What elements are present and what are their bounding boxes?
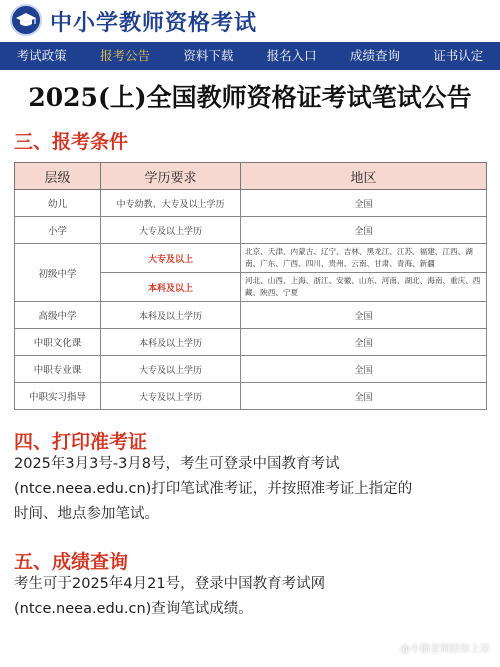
region-cell: 河北、山西、上海、浙江、安徽、山东、河南、湖北、海南、重庆、西藏、陕西、宁夏	[241, 273, 487, 302]
level-cell: 初级中学	[15, 244, 101, 302]
column-header: 地区	[241, 163, 487, 190]
nav-item-registration-entry[interactable]: 报名入口	[266, 48, 317, 63]
table-row	[15, 383, 487, 410]
nav-item-registration-notice[interactable]: 报考公告	[99, 48, 150, 63]
region-cell: 全国	[241, 190, 487, 217]
paragraph-line: 考生可于2025年4月21号，登录中国教育考试网	[14, 576, 326, 592]
graduation-cap-icon[interactable]	[10, 4, 42, 36]
section-heading-score-query: 五、成绩查询	[14, 551, 129, 573]
section-heading-admission-ticket: 四、打印准考证	[14, 431, 148, 453]
table-row	[15, 329, 487, 356]
education-cell: 大专及以上学历	[101, 356, 241, 383]
requirements-table	[14, 162, 487, 410]
nav-item-certificate[interactable]: 证书认定	[433, 48, 484, 63]
education-cell: 大专及以上学历	[101, 383, 241, 410]
admission-ticket-paragraph	[14, 452, 490, 527]
nav-item-downloads[interactable]: 资料下载	[183, 48, 234, 63]
table-row	[15, 244, 487, 273]
table-row	[15, 190, 487, 217]
paragraph-line: 时间、地点参加笔试。	[14, 506, 159, 522]
section-heading-requirements: 三、报考条件	[14, 131, 129, 153]
level-cell: 幼儿	[15, 190, 101, 217]
education-cell: 大专及以上学历	[101, 217, 241, 244]
column-header: 学历要求	[101, 163, 241, 190]
page-title: 2025(上)全国教师资格证考试笔试公告	[28, 83, 472, 112]
paragraph-line: (ntce.neea.edu.cn)查询笔试成绩。	[14, 601, 253, 617]
table-row	[15, 217, 487, 244]
education-cell: 本科及以上学历	[101, 329, 241, 356]
level-cell: 中职实习指导	[15, 383, 101, 410]
score-query-paragraph	[14, 572, 490, 622]
paragraph-line: 2025年3月3号-3月8号，考生可登录中国教育考试	[14, 456, 340, 472]
column-header: 层级	[15, 163, 101, 190]
main-nav	[0, 42, 500, 70]
level-cell: 小学	[15, 217, 101, 244]
region-cell: 全国	[241, 356, 487, 383]
level-cell: 中职文化课	[15, 329, 101, 356]
region-cell: 全国	[241, 383, 487, 410]
site-title[interactable]: 中小学教师资格考试	[50, 11, 258, 36]
table-header-row	[15, 163, 487, 190]
table-row	[15, 356, 487, 383]
education-cell: 本科及以上学历	[101, 302, 241, 329]
nav-item-score-query[interactable]: 成绩查询	[349, 48, 400, 63]
region-cell: 全国	[241, 329, 487, 356]
level-cell: 高级中学	[15, 302, 101, 329]
region-cell: 全国	[241, 217, 487, 244]
education-cell: 本科及以上	[101, 273, 241, 302]
site-header	[0, 0, 500, 40]
level-cell: 中职专业课	[15, 356, 101, 383]
nav-item-exam-policy[interactable]: 考试政策	[16, 48, 67, 63]
education-cell: 大专及以上	[101, 244, 241, 273]
education-cell: 中专幼教、大专及以上学历	[101, 190, 241, 217]
region-cell: 全国	[241, 302, 487, 329]
paragraph-line: (ntce.neea.edu.cn)打印笔试准考证，并按照准考证上指定的	[14, 481, 413, 497]
table-row	[15, 302, 487, 329]
watermark: @小猫老师陪你上岸	[400, 644, 490, 655]
region-cell: 北京、天津、内蒙古、辽宁、吉林、黑龙江、江苏、福建、江西、湖南、广东、广西、四川、贵州、云南、甘肃、青海、新疆	[241, 244, 487, 273]
